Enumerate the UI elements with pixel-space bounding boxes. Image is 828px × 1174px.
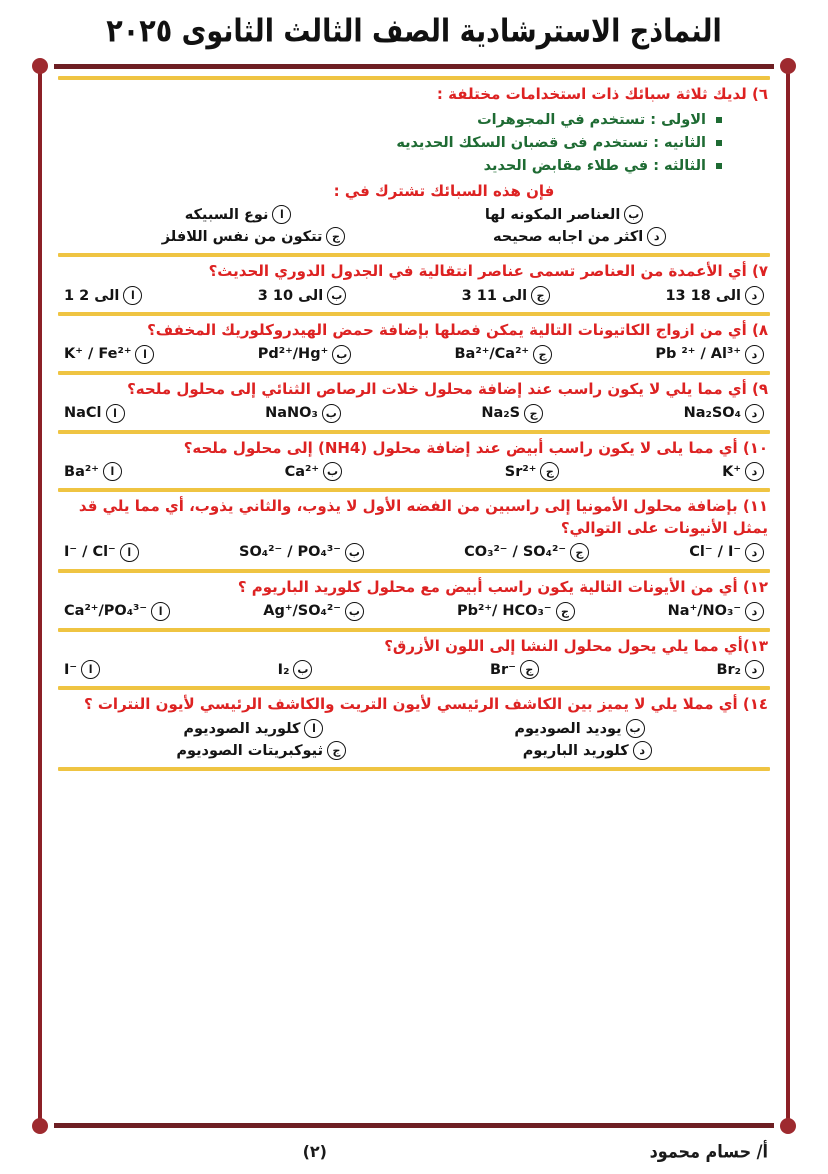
answer-option[interactable] <box>162 227 346 246</box>
option-label: Br₂ <box>716 661 741 678</box>
question-prompt: ٨) أي من ازواج الكاتيونات التالية يمكن فصلها بإضافة حمض الهيدروكلوريك المخفف؟ <box>147 321 768 340</box>
answer-options-row <box>64 602 764 621</box>
option-marker: د <box>745 660 764 679</box>
page-title: النماذج الاسترشادية الصف الثالث الثانوى ٢٠٢٥ <box>106 12 722 50</box>
option-label: 13 الى 18 <box>665 287 741 304</box>
option-marker: ج <box>327 741 346 760</box>
option-marker: ب <box>626 719 645 738</box>
answer-option[interactable] <box>684 404 764 423</box>
answer-option[interactable] <box>464 543 589 562</box>
option-marker: ج <box>520 660 539 679</box>
frame-knob-bottom-right <box>780 1118 796 1134</box>
option-label: Pd²⁺/Hg⁺ <box>257 346 329 363</box>
option-label: NaNO₃ <box>265 405 318 422</box>
answer-option[interactable] <box>665 286 764 305</box>
answer-option[interactable] <box>258 286 346 305</box>
option-marker: ب <box>322 404 341 423</box>
question-separator <box>58 430 770 434</box>
option-label: كلوريد الصوديوم <box>183 720 301 737</box>
page-number: (٢) <box>302 1141 327 1161</box>
option-marker: ا <box>135 345 154 364</box>
option-label: Na₂S <box>481 405 521 422</box>
answer-option[interactable] <box>183 719 323 738</box>
question-separator <box>58 767 770 771</box>
question-block <box>52 261 776 312</box>
option-marker: ب <box>345 543 364 562</box>
answer-options-row <box>64 660 764 679</box>
answer-options-row <box>64 205 764 224</box>
answer-options-row <box>64 543 764 562</box>
option-label: Br⁻ <box>490 661 516 678</box>
question-prompt: ٩) أي مما يلي لا يكون راسب عند إضافة محلول خلات الرصاص الثنائي إلى محلول ملحه؟ <box>127 379 768 398</box>
option-marker: د <box>745 286 764 305</box>
answer-option[interactable] <box>668 602 764 621</box>
option-marker: ا <box>151 602 170 621</box>
question-prompt: ١١) بإضافة محلول الأمونيا إلى راسبين من الفضه الأول لا يذوب، والثاني يذوب، أي مما يلي قد يمثل الأنيونات على التوالي؟ <box>78 497 768 538</box>
question-separator <box>58 686 770 690</box>
answer-options-row <box>64 404 764 423</box>
answer-options-row <box>64 227 764 246</box>
option-marker: ج <box>540 462 559 481</box>
answer-option[interactable] <box>523 741 652 760</box>
sub-list-item: الثالثه : في طلاء مقابض الحديد <box>60 155 724 178</box>
option-label: Sr²⁺ <box>504 463 537 480</box>
option-marker: ب <box>323 462 342 481</box>
answer-options-row <box>64 741 764 760</box>
answer-option[interactable] <box>505 462 560 481</box>
option-marker: د <box>745 602 764 621</box>
document-title-bar <box>0 0 828 62</box>
option-marker: د <box>633 741 652 760</box>
option-marker: ج <box>570 543 589 562</box>
author-name: أ/ حسام محمود <box>649 1140 768 1162</box>
option-marker: د <box>745 543 764 562</box>
answer-option[interactable] <box>185 205 292 224</box>
question-block <box>52 496 776 569</box>
option-label: العناصر المكونه لها <box>484 206 621 223</box>
frame-top-bar <box>54 64 774 69</box>
option-label: I⁻ <box>64 661 78 678</box>
answer-option[interactable] <box>455 345 553 364</box>
frame-knob-top-right <box>780 58 796 74</box>
option-marker: ا <box>123 286 142 305</box>
answer-option[interactable] <box>716 660 764 679</box>
sub-list-item: الاولى : تستخدم في المجوهرات <box>60 109 724 132</box>
question-prompt: ٧) أي الأعمدة من العناصر تسمى عناصر انتقالية في الجدول الدوري الحديث؟ <box>208 262 768 281</box>
question-block <box>52 84 776 253</box>
answer-option[interactable] <box>490 660 539 679</box>
answer-option[interactable] <box>278 660 313 679</box>
answer-options-row <box>64 462 764 481</box>
frame-left-rail <box>38 62 42 1130</box>
question-prompt: ١٢) أي من الأيونات التالية يكون راسب أبيض مع محلول كلوريد الباريوم ؟ <box>237 577 768 596</box>
questions-container <box>52 76 776 1118</box>
answer-option[interactable] <box>176 741 346 760</box>
sub-list-item: الثانيه : تستخدم فى قضبان السكك الحديديه <box>60 132 724 155</box>
answer-options-row <box>64 719 764 738</box>
question-block <box>52 379 776 430</box>
option-marker: ا <box>81 660 100 679</box>
option-marker: ا <box>103 462 122 481</box>
frame-right-rail <box>786 62 790 1130</box>
answer-option[interactable] <box>64 286 142 305</box>
answer-option[interactable] <box>64 345 154 364</box>
question-block <box>52 320 776 371</box>
question-prompt: ٦) لديك ثلاثة سبائك ذات استخدامات مختلفة : <box>436 85 768 103</box>
question-separator <box>58 371 770 375</box>
answer-option[interactable] <box>481 404 543 423</box>
option-label: Ca²⁺/PO₄³⁻ <box>64 603 148 620</box>
option-label: K⁺ <box>722 463 741 480</box>
answer-options-row <box>64 286 764 305</box>
option-label: Na⁺/NO₃⁻ <box>667 603 741 620</box>
option-marker: ج <box>533 345 552 364</box>
question-block <box>52 636 776 687</box>
answer-option[interactable] <box>64 543 139 562</box>
option-marker: ب <box>624 205 643 224</box>
question-separator <box>58 569 770 573</box>
option-label: Ag⁺/SO₄²⁻ <box>263 603 341 620</box>
option-label: I⁻ / Cl⁻ <box>64 544 116 561</box>
option-label: Pb ²⁺ / Al³⁺ <box>655 346 741 363</box>
option-label: Ba²⁺/Ca²⁺ <box>454 346 530 363</box>
option-label: NaCl <box>64 405 102 422</box>
option-label: SO₄²⁻ / PO₄³⁻ <box>239 544 341 561</box>
answer-option[interactable] <box>485 205 643 224</box>
option-label: 3 الى 10 <box>257 287 324 304</box>
option-label: Pb²⁺/ HCO₃⁻ <box>457 603 552 620</box>
answer-option[interactable] <box>722 462 764 481</box>
answer-option[interactable] <box>462 286 550 305</box>
option-marker: ج <box>524 404 543 423</box>
option-marker: ا <box>106 404 125 423</box>
answer-option[interactable] <box>655 345 764 364</box>
question-separator <box>58 253 770 257</box>
question-separator <box>58 312 770 316</box>
frame-bottom-bar <box>54 1123 774 1128</box>
option-marker: د <box>647 227 666 246</box>
question-block <box>52 577 776 628</box>
option-marker: ا <box>304 719 323 738</box>
page-frame <box>38 62 790 1130</box>
question-prompt: ١٣)أي مما يلي يحول محلول النشا إلى اللون الأزرق؟ <box>384 636 768 655</box>
question-prompt: ١٤) أي مملا يلي لا يميز بين الكاشف الرئيسي لأيون التريت والكاشف الرئيسي لأيون النترات ؟ <box>83 695 768 714</box>
answer-option[interactable] <box>258 345 351 364</box>
option-marker: د <box>745 404 764 423</box>
answer-option[interactable] <box>457 602 574 621</box>
question-separator <box>58 76 770 80</box>
option-label: I₂ <box>277 661 290 678</box>
answer-option[interactable] <box>493 227 666 246</box>
option-marker: ب <box>332 345 351 364</box>
answer-option[interactable] <box>64 602 170 621</box>
option-label: 3 الى 11 <box>461 287 528 304</box>
option-label: يوديد الصوديوم <box>514 720 622 737</box>
option-label: كلوريد الباريوم <box>522 742 629 759</box>
answer-option[interactable] <box>263 602 364 621</box>
option-label: K⁺ / Fe²⁺ <box>64 346 132 363</box>
question-separator <box>58 628 770 632</box>
option-label: نوع السبيكه <box>184 206 269 223</box>
option-marker: ج <box>326 227 345 246</box>
option-label: CO₃²⁻ / SO₄²⁻ <box>464 544 566 561</box>
option-marker: ب <box>293 660 312 679</box>
option-label: اكثر من اجابه صحيحه <box>492 228 644 245</box>
answer-option[interactable] <box>239 543 364 562</box>
page-footer <box>38 1134 790 1168</box>
option-label: Ba²⁺ <box>64 463 99 480</box>
answer-option[interactable] <box>265 404 341 423</box>
option-label: Na₂SO₄ <box>683 405 741 422</box>
question-block <box>52 694 776 767</box>
option-marker: ب <box>345 602 364 621</box>
option-marker: د <box>745 462 764 481</box>
option-marker: د <box>745 345 764 364</box>
answer-options-row <box>64 345 764 364</box>
frame-knob-top-left <box>32 58 48 74</box>
answer-option[interactable] <box>689 543 764 562</box>
option-marker: ا <box>120 543 139 562</box>
question-block <box>52 438 776 489</box>
answer-option[interactable] <box>285 462 342 481</box>
question-prompt: ١٠) أي مما يلى لا يكون راسب أبيض عند إضافة محلول (NH4) إلى محلول ملحه؟ <box>183 438 768 457</box>
frame-knob-bottom-left <box>32 1118 48 1134</box>
answer-option[interactable] <box>64 660 100 679</box>
answer-option[interactable] <box>64 462 122 481</box>
option-marker: ج <box>531 286 550 305</box>
option-label: 1 الى 2 <box>64 287 120 304</box>
answer-option[interactable] <box>514 719 644 738</box>
option-label: Ca²⁺ <box>284 463 320 480</box>
option-marker: ب <box>327 286 346 305</box>
question-separator <box>58 488 770 492</box>
option-label: تتكون من نفس اللافلز <box>161 228 323 245</box>
option-label: ثيوكبريتات الصوديوم <box>176 742 324 759</box>
answer-option[interactable] <box>64 404 125 423</box>
option-marker: ج <box>556 602 575 621</box>
option-marker: ا <box>272 205 291 224</box>
question-sub-list <box>60 109 768 179</box>
option-label: Cl⁻ / I⁻ <box>689 544 741 561</box>
question-lead: فإن هذه السبائك تشترك في : <box>333 182 555 201</box>
